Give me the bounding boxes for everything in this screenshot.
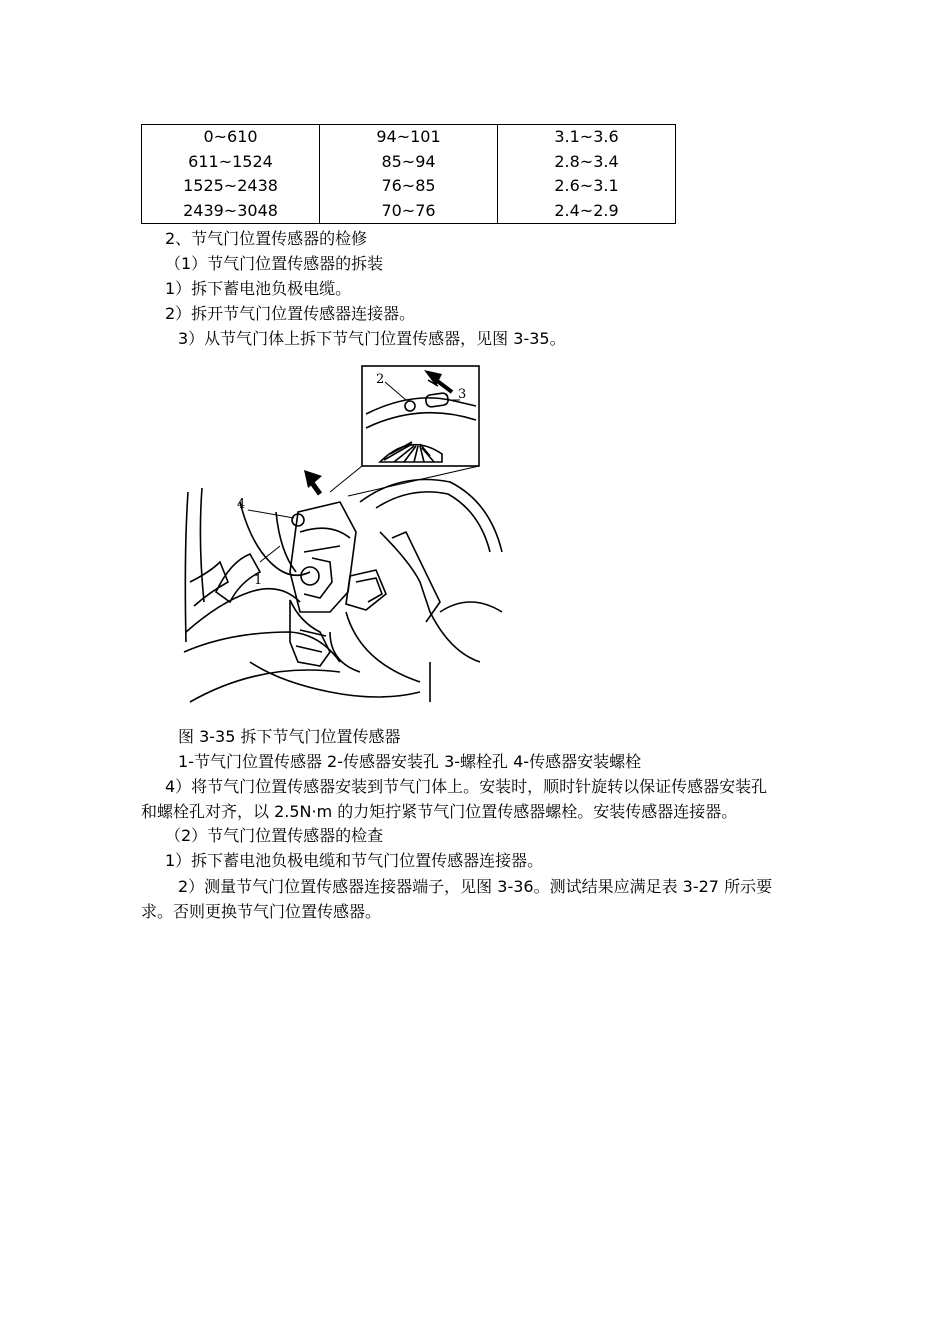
table-cell: 2.8~3.4 xyxy=(498,150,676,175)
check-step-2-line-1: 2）测量节气门位置传感器连接器端子，见图 3-36。测试结果应满足表 3-27 所示要 xyxy=(178,877,773,896)
table-cell: 3.1~3.6 xyxy=(498,125,676,150)
subsection-heading-inspection: （2）节气门位置传感器的检查 xyxy=(165,826,384,845)
table-cell: 94~101 xyxy=(320,125,498,150)
table-cell: 0~610 xyxy=(142,125,320,150)
table-cell: 76~85 xyxy=(320,174,498,199)
section-heading: 2、节气门位置传感器的检修 xyxy=(165,229,368,248)
table-row xyxy=(142,125,676,150)
table-cell: 1525~2438 xyxy=(142,174,320,199)
step-1: 1）拆下蓄电池负极电缆。 xyxy=(165,279,352,298)
table-cell: 70~76 xyxy=(320,199,498,224)
callout-1: 1 xyxy=(254,573,263,588)
table-cell: 2.4~2.9 xyxy=(498,199,676,224)
check-step-2-line-2: 求。否则更换节气门位置传感器。 xyxy=(141,902,382,921)
step-4-line-2: 和螺栓孔对齐，以 2.5N·m 的力矩拧紧节气门位置传感器螺栓。安装传感器连接器。 xyxy=(141,802,738,821)
spec-table xyxy=(141,124,676,224)
callout-2: 2 xyxy=(376,372,385,387)
callout-3: 3 xyxy=(458,387,467,402)
step-3: 3）从节气门体上拆下节气门位置传感器，见图 3-35。 xyxy=(178,329,566,348)
table-row xyxy=(142,150,676,175)
check-step-1: 1）拆下蓄电池负极电缆和节气门位置传感器连接器。 xyxy=(165,851,544,870)
callout-4: 4 xyxy=(237,497,246,512)
table-row xyxy=(142,199,676,224)
table-cell: 2.6~3.1 xyxy=(498,174,676,199)
figure-throttle-sensor-removal xyxy=(180,362,510,712)
step-4-line-1: 4）将节气门位置传感器安装到节气门体上。安装时，顺时针旋转以保证传感器安装孔 xyxy=(165,777,768,796)
figure-legend: 1-节气门位置传感器 2-传感器安装孔 3-螺栓孔 4-传感器安装螺栓 xyxy=(178,752,642,771)
step-2: 2）拆开节气门位置传感器连接器。 xyxy=(165,304,416,323)
table-cell: 611~1524 xyxy=(142,150,320,175)
figure-caption: 图 3-35 拆下节气门位置传感器 xyxy=(178,727,401,746)
subsection-heading-removal: （1）节气门位置传感器的拆装 xyxy=(165,254,384,273)
table-cell: 85~94 xyxy=(320,150,498,175)
table-row xyxy=(142,174,676,199)
table-cell: 2439~3048 xyxy=(142,199,320,224)
